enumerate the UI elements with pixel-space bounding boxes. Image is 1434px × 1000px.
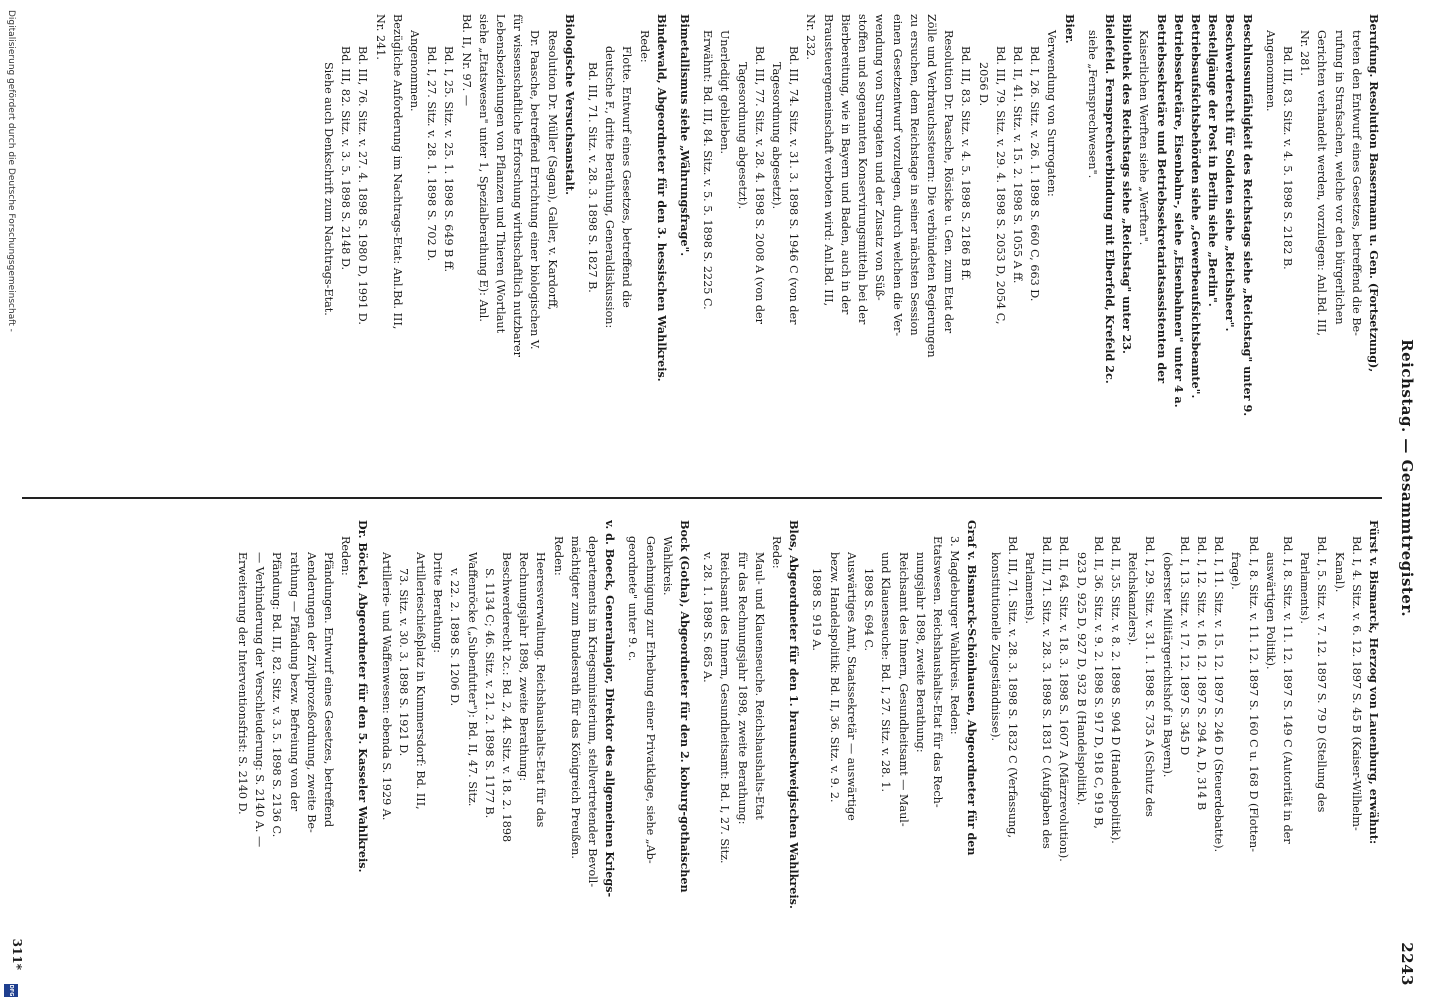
register-line: Rede: <box>770 536 784 569</box>
register-line: departements im Kriegsministerium, stellvertretender Bevoll- <box>586 536 600 888</box>
page-title: Reichstag. — Gesammtregister. <box>1398 339 1416 618</box>
register-line: 73. Sitz. v. 30. 3. 1898 S. 1921 D. <box>396 568 410 757</box>
column-divider <box>22 497 1382 499</box>
register-line: Biologische Versuchsanstalt. <box>562 14 577 195</box>
left-column <box>32 14 1382 476</box>
register-line: deutsche F., dritte Berathung, Generaldiskussion: <box>603 46 617 329</box>
register-line: Bd. II, 41. Sitz. v. 15. 2. 1898 S. 1055 A ff. <box>1010 46 1024 284</box>
register-line: Bd. III, 71. Sitz. v. 28. 3. 1898 S. 1832 C (Verfassung, <box>1005 536 1019 838</box>
register-line: Parlaments). <box>1298 552 1312 624</box>
register-line: Siehe auch Denkschrift zum Nachtrags-Etat. <box>322 62 336 316</box>
register-line: Bd. I, 5. Sitz. v. 7. 12. 1897 S. 79 D (Stellung des <box>1315 536 1329 813</box>
register-line: für das Rechnungsjahr 1898, zweite Berathung: <box>735 552 749 825</box>
register-line: Auswärtiges Amt, Staatssekretär — auswärtige <box>844 552 858 821</box>
register-line: Dr. Böckel, Abgeordneter für den 5. Kasseler Wahlkreis. <box>356 520 371 873</box>
register-line: Resolution Dr. Müller (Sagan), Galler, v. Kardorff, <box>545 30 559 311</box>
register-line: Bd. II, Nr. 97. — <box>459 14 473 107</box>
digitization-credit: Digitalisierung gefördert durch die Deutsche Forschungsgemeinschaft - <box>6 10 16 332</box>
page-number: 2243 <box>1398 942 1416 986</box>
register-line: Dr. Paasche, betreffend Errichtung einer biologischen V. <box>528 30 542 350</box>
register-line: Reichsamt des Innern, Gesundheitsamt — Maul- <box>896 552 910 827</box>
register-line: Brausteuergemeinschaft verboten wird: Anl.Bd. III, <box>821 14 835 307</box>
register-line: Nr. 241. <box>373 14 387 60</box>
register-line: Bd. I, 12. Sitz. v. 16. 12. 1897 S. 294 A, D, 314 B <box>1194 536 1208 811</box>
register-line: Waffenröcke („Subenfutter"): Bd. II, 47. Sitz. <box>465 552 479 807</box>
register-line: Bielefeld. Fernsprechverbindung mit Elberfeld, Krefeld 2c. <box>1102 14 1117 384</box>
register-line: Pfändung: Bd. III, 82. Sitz. v. 3. 5. 1898 S. 2136 C. <box>270 552 284 838</box>
register-line: geordnete" unter 9. c. <box>626 536 640 662</box>
register-line: Blos, Abgeordneter für den 1. braunschweigischen Wahlkreis. <box>787 520 802 909</box>
register-line: 3. Magdeburger Wahlkreis. Reden: <box>948 536 962 735</box>
register-line: Beschwerderecht für Soldaten siehe „Reichsheer". <box>1223 14 1238 332</box>
register-line: (oberster Militärgerichtshof in Bayern). <box>1160 552 1174 778</box>
register-line: Graf v. Bismarck-Schönhausen, Abgeordneter für den <box>965 520 980 856</box>
register-line: S. 1134 C; 46. Sitz. v. 21. 2. 1898 S. 1177 B. <box>482 568 496 819</box>
register-line: und Klauenseuche: Bd. I, 27. Sitz. v. 28. 1. <box>879 552 893 792</box>
register-line: Betriebssekretäre und Betriebssekretariatsassistenten der <box>1154 14 1169 384</box>
register-line: Beschlussunfähigkeit des Reichstags siehe „Reichstag" unter 9. <box>1240 14 1255 417</box>
register-line: siehe „Fernsprechwesen". <box>1085 30 1099 179</box>
register-line: mächtigter zum Bundesrath für das Königreich Preußen. <box>568 536 582 859</box>
register-line: v. d. Boeck, Generalmajor, Direktor des allgemeinen Kriegs- <box>603 520 618 898</box>
register-line: Parlaments). <box>1022 552 1036 624</box>
register-line: Bd. II, 64. Sitz. v. 18. 3. 1898 S. 1607 A (Märzrevolution). <box>1057 536 1071 862</box>
register-line: für wissenschaftliche Erforschung wirthschaftlich nutzbarer <box>511 14 525 357</box>
register-line: v. 28. 1. 1898 S. 685 A. <box>701 552 715 683</box>
register-line: Verwendung von Surrogaten: <box>1045 30 1059 197</box>
register-line: — Verhinderung der Verschleuderung: S. 2140 A. — <box>253 552 267 848</box>
register-line: Tagesordnung abgesetzt). <box>735 62 749 210</box>
register-line: Bd. I, 26. Sitz. v. 26. 1. 1898 S. 660 C, 663 D. <box>1028 46 1042 302</box>
register-line: Bd. II, 36. Sitz. v. 9. 2. 1898 S. 917 D, 918 C, 919 B, <box>1091 536 1105 829</box>
register-line: Bd. III, 79. Sitz. v. 29. 4. 1898 S. 2053 D, 2054 C, <box>993 46 1007 325</box>
register-line: Beschwerderecht 2c.: Bd. 2, 44. Sitz. v. 18. 2. 1898 <box>500 552 514 843</box>
register-line: Rechnungsjahr 1898, zweite Berathung: <box>517 552 531 782</box>
register-line: Heeresverwaltung. Reichshaushalts-Etat für das <box>534 552 548 828</box>
register-line: Bd. III, 76. Sitz. v. 27. 4. 1898 S. 1980 D, 1991 D. <box>356 46 370 325</box>
register-line: bezw. Handelspolitik: Bd. II, 36. Sitz. v. 9. 2. <box>827 552 841 803</box>
register-line: 2056 D. <box>976 62 990 107</box>
register-line: Bd. III, 71. Sitz. v. 28. 3. 1898 S. 1827 B. <box>586 62 600 293</box>
register-line: Kaiserlichen Werften siehe „Werften". <box>1137 30 1151 246</box>
register-line: Kanal). <box>1332 552 1346 593</box>
register-line: Bd. I, 8. Sitz. v. 11. 12. 1897 S. 160 C u. 168 D (Flotten- <box>1246 536 1260 853</box>
register-line: 1898 S. 919 A. <box>810 568 824 651</box>
register-line: Bd. I, 11. Sitz. v. 15. 12. 1897 S. 246 D (Steuerdebatte). <box>1212 536 1226 853</box>
register-line: Wahlkreis. <box>660 536 674 596</box>
register-line: Bimetallismus siehe „Währungsfrage". <box>678 14 693 257</box>
register-line: Bd. III, 74. Sitz. v. 31. 3. 1898 S. 1946 C (von der <box>787 46 801 325</box>
dfg-logo: DFG <box>4 984 18 997</box>
register-line: Bd. I, 13. Sitz. v. 17. 12. 1897 S. 345 D <box>1177 536 1191 756</box>
sheet-mark: 311* <box>10 938 24 970</box>
register-line: Fürst v. Bismarck, Herzog von Lauenburg, erwähnt: <box>1367 520 1381 845</box>
register-line: siehe „Etatswesen" unter 1, Spezialberathung E): Anl. <box>476 14 490 322</box>
register-line: Bock (Gotha), Abgeordneter für den 2. koburg-gothaischen <box>678 520 693 893</box>
register-line: Bd. III, 77. Sitz. v. 28. 4. 1898 S. 2008 A (von der <box>752 46 766 325</box>
register-line: Resolution Dr. Paasche, Rösicke u. Gen. zum Etat der <box>942 30 956 334</box>
register-line: einen Gesetzentwurf vorzulegen, durch welchen die Ver- <box>890 14 904 337</box>
right-column <box>32 520 1382 982</box>
register-line: Bd. I, 4. Sitz. v. 6. 12. 1897 S. 45 B (Kaiser-Wilhelm- <box>1349 536 1363 831</box>
register-line: Nr. 232. <box>804 14 818 60</box>
register-line: Flotte. Entwurf eines Gesetzes, betreffend die <box>620 46 634 308</box>
register-line: Artillerie- und Waffenwesen: ebenda S. 1929 A. <box>379 552 393 821</box>
register-line: Etatswesen. Reichshaushalts-Etat für das Rech- <box>930 536 944 808</box>
register-line: Bd. III, 83. Sitz. v. 4. 5. 1898 S. 2186 B ff. <box>959 46 973 281</box>
register-line: Dritte Berathung: <box>431 552 445 653</box>
register-line: Berufung. Resolution Bassermann u. Gen. (Fortsetzung), <box>1367 14 1381 373</box>
register-line: Lebensbeziehungen von Pflanzen und Thieren (Wortlaut <box>494 14 508 334</box>
register-line: Zölle und Verbrauchssteuern: Die verbündeten Regierungen <box>924 14 938 358</box>
register-line: frage). <box>1229 552 1243 590</box>
register-line: nungsjahr 1898, zweite Berathung: <box>913 552 927 753</box>
register-line: Bd. I, 25. Sitz. v. 25. 1. 1898 S. 649 B ff. <box>442 46 456 272</box>
register-line: Maul- und Klauenseuche. Reichshaushalts-Etat <box>752 552 766 820</box>
register-line: Gerichten verhandelt werden, vorzulegen: Anl.Bd. III, <box>1315 30 1329 337</box>
register-line: Bier. <box>1062 14 1077 44</box>
register-line: Bd. III, 82. Sitz. v. 3. 5. 1898 S. 2148 D. <box>339 46 353 271</box>
register-line: Pfändungen. Entwurf eines Gesetzes, betreffend <box>322 552 336 828</box>
register-line: Reden: <box>551 536 565 576</box>
register-line: Aenderungen der Zivilprozeßordnung, zweite Be- <box>304 552 318 833</box>
register-line: Bd. III, 83. Sitz. v. 4. 5. 1898 S. 2182 B. <box>1280 46 1294 270</box>
register-line: auswärtigen Politik). <box>1263 552 1277 670</box>
register-line: wendung von Surrogaten und der Zusatz von Süß- <box>873 14 887 301</box>
register-line: Unerledigt geblieben. <box>718 30 732 155</box>
register-line: treten den Entwurf eines Gesetzes, betreffend die Be- <box>1349 30 1363 336</box>
register-line: konstitutionelle Zugeständnisse). <box>988 552 1002 742</box>
register-line: Rede: <box>637 30 651 63</box>
register-line: Artillerieschießplatz in Kummersdorf: Bd. III, <box>414 552 428 810</box>
register-line: Bestellgänge der Post in Berlin siehe „Berlin". <box>1206 14 1221 307</box>
register-line: Bibliothek des Reichstags siehe „Reichstag" unter 23. <box>1120 14 1135 354</box>
register-line: Angenommen. <box>408 30 422 112</box>
register-line: Reichsamt des Innern, Gesundheitsamt: Bd. I, 27. Sitz. <box>718 552 732 864</box>
register-line: Bezügliche Anforderung im Nachtrags-Etat: Anl.Bd. III, <box>390 14 404 330</box>
register-line: Betriebssekretäre, Eisenbahn-, siehe „Eisenbahnen" unter 4 a. <box>1171 14 1186 408</box>
register-line: Genehmigung zur Erhebung einer Privatklage, siehe „Ab- <box>643 536 657 864</box>
register-line: Bd. I, 8. Sitz. v. 11. 12. 1897 S. 149 C (Autorität in der <box>1280 536 1294 844</box>
register-line: Angenommen. <box>1263 30 1277 112</box>
register-line: v. 22. 2. 1898 S. 1206 D. <box>448 568 462 707</box>
register-line: rufung in Strafsachen, welche vor den bürgerlichen <box>1332 30 1346 325</box>
register-line: Erwähnt: Bd. III, 84. Sitz. v. 5. 5. 1898 S. 2225 C. <box>701 30 715 310</box>
register-line: Bd. III, 71. Sitz. v. 28. 3. 1898 S. 1831 C (Aufgaben des <box>1040 536 1054 849</box>
register-line: Betriebsaufsichtsbehörden siehe „Gewerbeaufsichtsbeamte". <box>1188 14 1203 399</box>
register-line: Bd. I, 27. Sitz. v. 28. 1. 1898 S. 702 D. <box>425 46 439 262</box>
register-line: Erweiterung der Interventionsfrist: S. 2140 D. <box>236 552 249 815</box>
register-line: Nr. 281. <box>1298 30 1312 76</box>
register-line: Bd. II, 35. Sitz. v. 8. 2. 1898 S. 904 D (Handelspolitik). <box>1108 536 1122 844</box>
register-line: 923 D, 925 D, 927 D, 932 B (Handelspolitik). <box>1074 552 1088 806</box>
page-header <box>1392 14 1422 986</box>
register-line: Tagesordnung abgesetzt). <box>770 62 784 210</box>
register-line: Bindewald, Abgeordneter für den 3. hessischen Wahlkreis. <box>654 14 669 382</box>
register-line: Reichskanzlers). <box>1126 552 1140 646</box>
register-line: 1898 S. 694 C. <box>862 568 876 652</box>
register-line: Bierbereitung, wie in Bayern und Baden, auch in der <box>838 14 852 315</box>
register-line: rathung — Pfändung bezw. Befreiung von der <box>287 552 301 812</box>
register-line: stoffen und sogenannten Konservirungsmitteln bei der <box>856 14 870 325</box>
register-line: Bd. I, 29. Sitz. v. 31. 1. 1898 S. 735 A (Schutz des <box>1143 536 1157 817</box>
register-line: Reden: <box>339 536 353 576</box>
register-line: zu ersuchen, dem Reichstage in seiner nächsten Session <box>907 14 921 336</box>
